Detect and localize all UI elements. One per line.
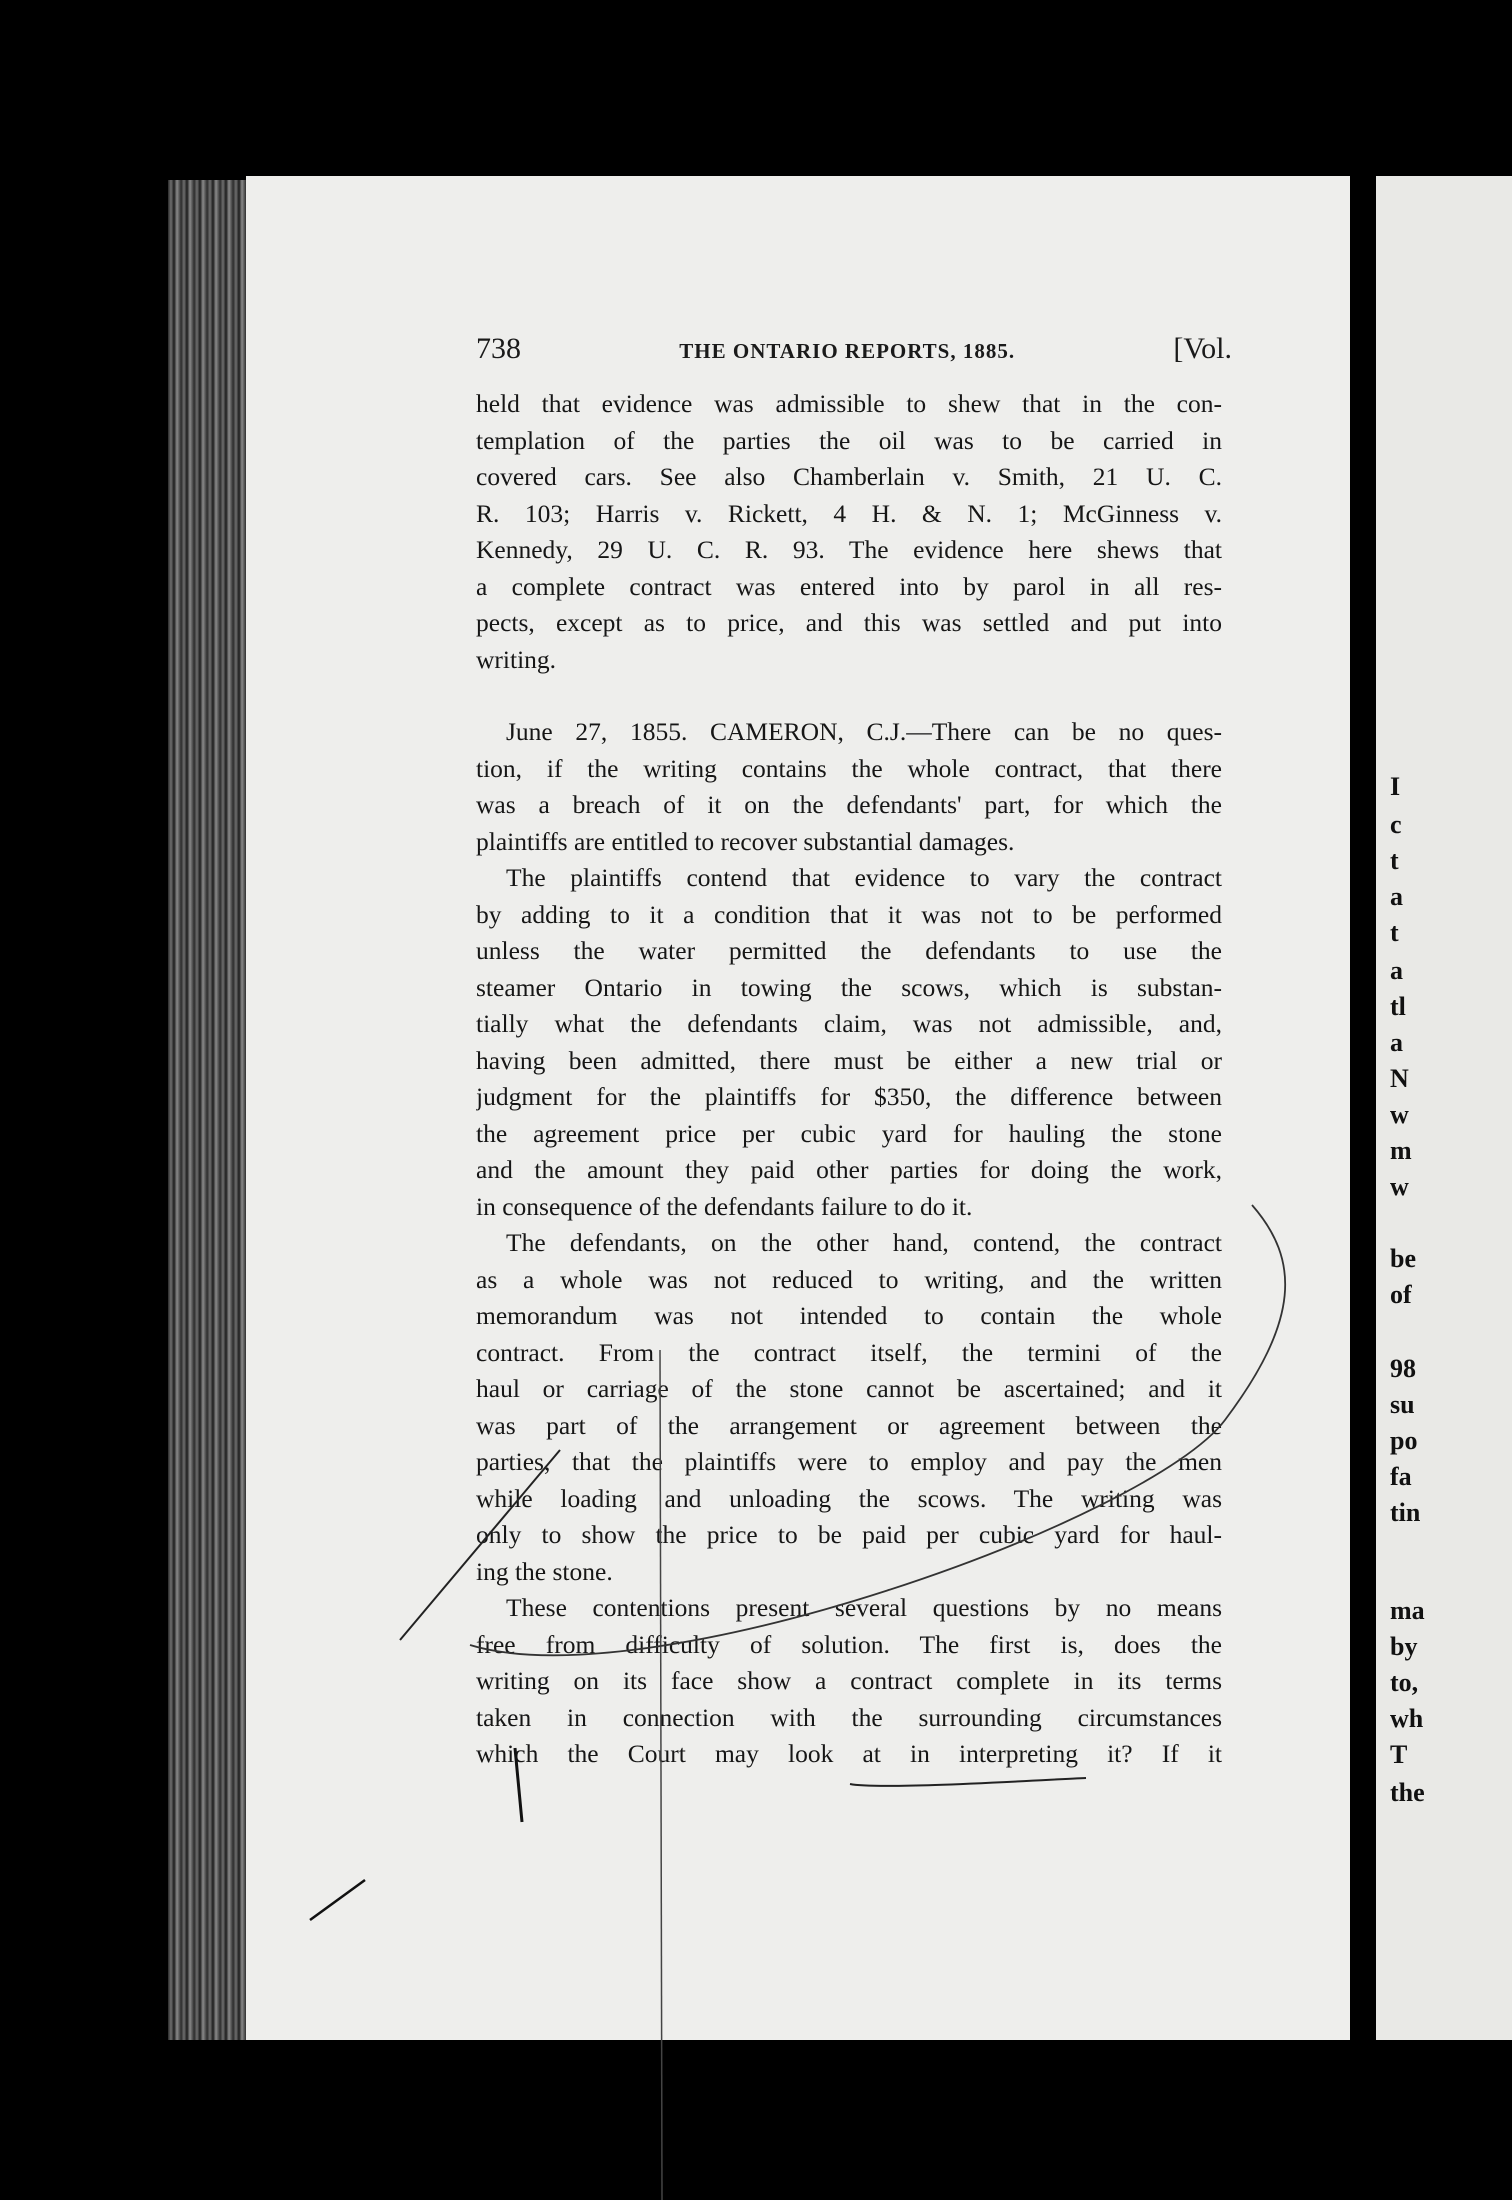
facing-page-fragment: be (1390, 1244, 1416, 1273)
text-line: was a breach of it on the defendants' part, for which the (476, 790, 1222, 819)
text-line: having been admitted, there must be either a new trial or (476, 1045, 1222, 1075)
facing-page-fragment: su (1390, 1390, 1415, 1419)
text-line: pects, except as to price, and this was settled and put into (476, 608, 1222, 637)
facing-page-fragment: t (1390, 846, 1399, 875)
text-line: R. 103; Harris v. Rickett, 4 H. & N. 1; McGinness v. (476, 498, 1222, 528)
text-line: the agreement price per cubic yard for hauling the stone (476, 1118, 1222, 1148)
text-line: taken in connection with the surrounding circumstances (476, 1702, 1222, 1732)
facing-page-fragment: 98 (1390, 1354, 1416, 1383)
facing-page-fragment: fa (1390, 1462, 1412, 1491)
facing-page-fragment: ma (1390, 1596, 1425, 1625)
facing-page-fragment: a (1390, 956, 1403, 985)
facing-page-edge (1376, 176, 1512, 2040)
volume-label: [Vol. (1173, 332, 1232, 365)
text-line: tion, if the writing contains the whole contract, that there (476, 753, 1222, 783)
paragraph-gap (476, 678, 1222, 714)
body-text (476, 386, 1222, 1773)
text-line: ing the stone. (476, 1556, 613, 1586)
text-line: June 27, 1855. CAMERON, C.J.—There can be no ques- (506, 717, 1222, 746)
facing-page-fragment: the (1390, 1778, 1425, 1807)
text-line: tially what the defendants claim, was not admissible, and, (476, 1009, 1222, 1038)
running-head (476, 332, 1232, 372)
text-line: writing. (476, 644, 557, 674)
facing-page-fragment: I (1390, 772, 1401, 801)
text-line: contract. From the contract itself, the termini of the (476, 1337, 1222, 1367)
text-line: as a whole was not reduced to writing, and the written (476, 1264, 1222, 1294)
text-line: templation of the parties the oil was to be carried in (476, 425, 1222, 455)
facing-page-fragment: a (1390, 882, 1403, 911)
facing-page-fragment: t (1390, 918, 1399, 947)
facing-page-fragment: tl (1390, 992, 1406, 1021)
text-line: was part of the arrangement or agreement between the (476, 1410, 1222, 1440)
text-line: covered cars. See also Chamberlain v. Smith, 21 U. C. (476, 462, 1222, 491)
text-line: Kennedy, 29 U. C. R. 93. The evidence here shews that (476, 535, 1222, 564)
facing-page-fragment: tin (1390, 1498, 1421, 1527)
text-line: only to show the price to be paid per cubic yard for haul- (476, 1520, 1222, 1549)
text-line: held that evidence was admissible to shew that in the con- (476, 389, 1222, 418)
facing-page-fragment: wh (1390, 1704, 1424, 1733)
text-line: which the Court may look at in interpreting it? If it (476, 1739, 1222, 1768)
text-line: by adding to it a condition that it was not to be performed (476, 899, 1222, 929)
text-line: and the amount they paid other parties for doing the work, (476, 1155, 1222, 1184)
facing-page-fragment: N (1390, 1064, 1409, 1093)
facing-page-fragment: po (1390, 1426, 1418, 1455)
facing-page-fragment: of (1390, 1280, 1412, 1309)
text-line: a complete contract was entered into by parol in all res- (476, 571, 1222, 601)
facing-page-fragment: c (1390, 810, 1402, 839)
facing-page-fragment: a (1390, 1028, 1403, 1057)
text-line: free from difficulty of solution. The first is, does the (476, 1629, 1222, 1659)
text-line: plaintiffs are entitled to recover substantial damages. (476, 826, 1015, 856)
text-line: judgment for the plaintiffs for $350, the difference between (476, 1082, 1222, 1111)
book-binding (168, 180, 248, 2040)
text-line: parties, that the plaintiffs were to employ and pay the men (476, 1447, 1222, 1476)
text-line: writing on its face show a contract complete in its terms (476, 1666, 1222, 1695)
facing-page-fragment: w (1390, 1172, 1409, 1201)
text-line: The plaintiffs contend that evidence to vary the contract (506, 863, 1222, 892)
text-line: These contentions present several questions by no means (506, 1593, 1222, 1622)
facing-page-fragment: by (1390, 1632, 1418, 1661)
facing-page-fragment: to, (1390, 1668, 1419, 1697)
text-line: memorandum was not intended to contain the whole (476, 1301, 1222, 1330)
running-title: THE ONTARIO REPORTS, 1885. (679, 339, 1016, 363)
text-line: unless the water permitted the defendants to use the (476, 936, 1222, 965)
page-number: 738 (476, 332, 521, 365)
text-line: The defendants, on the other hand, contend, the contract (506, 1228, 1222, 1257)
text-line: steamer Ontario in towing the scows, which is substan- (476, 972, 1222, 1002)
text-line: while loading and unloading the scows. The writing was (476, 1483, 1222, 1513)
text-line: haul or carriage of the stone cannot be ascertained; and it (476, 1374, 1222, 1403)
facing-page-fragment: T (1390, 1740, 1408, 1769)
facing-page-fragment: m (1390, 1136, 1412, 1165)
facing-page-fragment: w (1390, 1100, 1409, 1129)
text-line: in consequence of the defendants failure to do it. (476, 1191, 973, 1221)
